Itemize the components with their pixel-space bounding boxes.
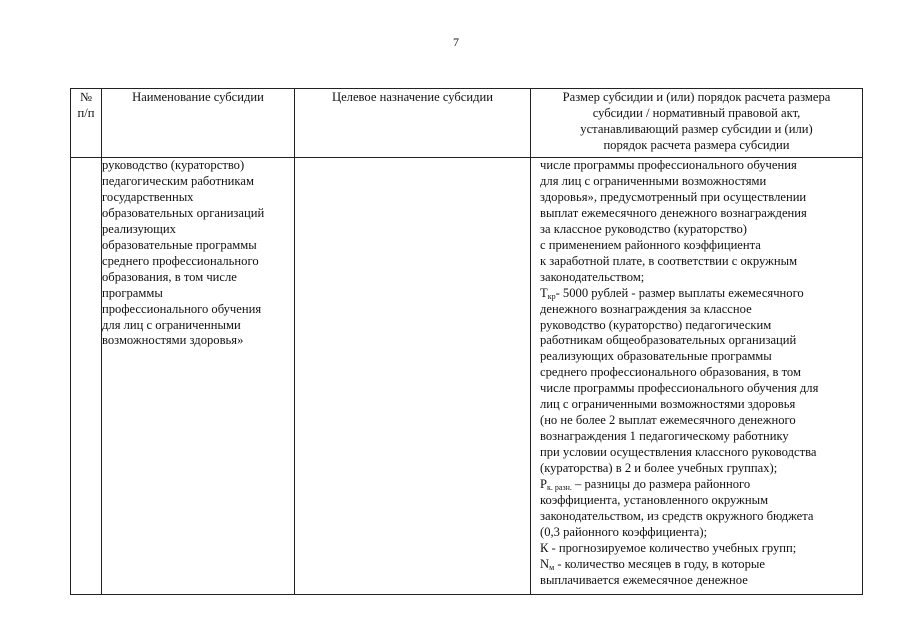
cell-subsidy-size (531, 158, 863, 595)
text-line: государственных (102, 189, 194, 204)
header-line: субсидии / нормативный правовой акт, (592, 106, 801, 120)
header-number (71, 89, 102, 158)
text-line: выплачивается ежемесячное денежное (540, 572, 748, 587)
text-line: реализующих (102, 221, 176, 236)
formula-line-t (540, 286, 862, 302)
text-line: за классное руководство (кураторство) (540, 221, 747, 236)
text-line: работникам общеобразовательных организаций (540, 333, 797, 348)
text-line: законодательством, из средств окружного бюджета (540, 508, 814, 523)
text-line: коэффициента, установленного окружным (540, 493, 769, 508)
symbol-t-subscript: кр (547, 291, 556, 301)
text-line: – разницы до размера районного (571, 477, 751, 492)
text-line: для лиц с ограниченными (102, 317, 241, 332)
text-line: профессионального обучения (102, 301, 262, 316)
header-size (531, 89, 863, 158)
text-line: законодательством; (540, 269, 645, 284)
formula-line-p (540, 477, 862, 493)
text-line: образовательных организаций (102, 205, 265, 220)
text-line: вознаграждения 1 педагогическому работнику (540, 429, 789, 444)
symbol-p: Р (540, 477, 548, 492)
text-line: числе программы профессионального обучения для (540, 381, 819, 396)
header-line: устанавливающий размер субсидии и (или) (580, 122, 813, 136)
symbol-n-subscript: м (549, 562, 555, 572)
table-header-row (71, 89, 863, 158)
text-line: педагогическим работникам (102, 173, 254, 188)
text-line: среднего профессионального образования, в том (540, 365, 801, 380)
text-line: выплат ежемесячного денежного вознаграждения (540, 205, 807, 220)
header-name (102, 89, 295, 158)
text-line: (но не более 2 выплат ежемесячного денежного (540, 413, 796, 428)
header-purpose (295, 89, 531, 158)
text-line: - количество месяцев в году, в которые (554, 556, 765, 571)
text-line: возможностями здоровья» (102, 333, 244, 348)
symbol-p-subscript: к. разн. (547, 483, 572, 493)
text-line: среднего профессионального (102, 253, 259, 268)
text-line: с применением районного коэффициента (540, 237, 761, 252)
text-line: числе программы профессионального обучения (540, 158, 797, 172)
text-line: (кураторства) в 2 и более учебных группах); (540, 461, 778, 476)
page-number: 7 (453, 35, 459, 49)
text-line: руководство (кураторство) (102, 158, 245, 172)
text-line: (0,3 районного коэффициента); (540, 524, 708, 539)
text-line: здоровья», предусмотренный при осуществлении (540, 189, 807, 204)
symbol-n: N (540, 556, 550, 571)
header-line: Целевое назначение субсидии (331, 90, 494, 104)
formula-line-n (540, 557, 862, 573)
text-line: образовательные программы (102, 237, 257, 252)
header-line: № (79, 90, 93, 104)
text-line: лиц с ограниченными возможностями здоровья (540, 397, 796, 412)
cell-purpose (295, 158, 531, 595)
text-line: для лиц с ограниченными возможностями (540, 173, 767, 188)
symbol-t: Т (540, 285, 548, 300)
text-line: программы (102, 285, 163, 300)
text-line: при условии осуществления классного руководства (540, 445, 817, 460)
header-line: Наименование субсидии (132, 90, 264, 104)
text-line: реализующих образовательные программы (540, 349, 772, 364)
text-line: образования, в том числе (102, 269, 237, 284)
text-line: К - прогнозируемое количество учебных групп; (540, 540, 797, 555)
subsidy-table (70, 88, 863, 595)
header-line: порядок расчета размера субсидии (603, 138, 790, 152)
text-line: руководство (кураторство) педагогическим (540, 317, 772, 332)
text-line: денежного вознаграждения за классное (540, 301, 752, 316)
table-row (71, 158, 863, 595)
header-line: п/п (77, 106, 95, 120)
text-line: к заработной плате, в соответствии с окружным (540, 253, 798, 268)
cell-number (71, 158, 102, 595)
header-line: Размер субсидии и (или) порядок расчета размера (562, 90, 831, 104)
cell-subsidy-name (102, 158, 295, 595)
text-line: - 5000 рублей - размер выплаты ежемесячного (555, 285, 804, 300)
